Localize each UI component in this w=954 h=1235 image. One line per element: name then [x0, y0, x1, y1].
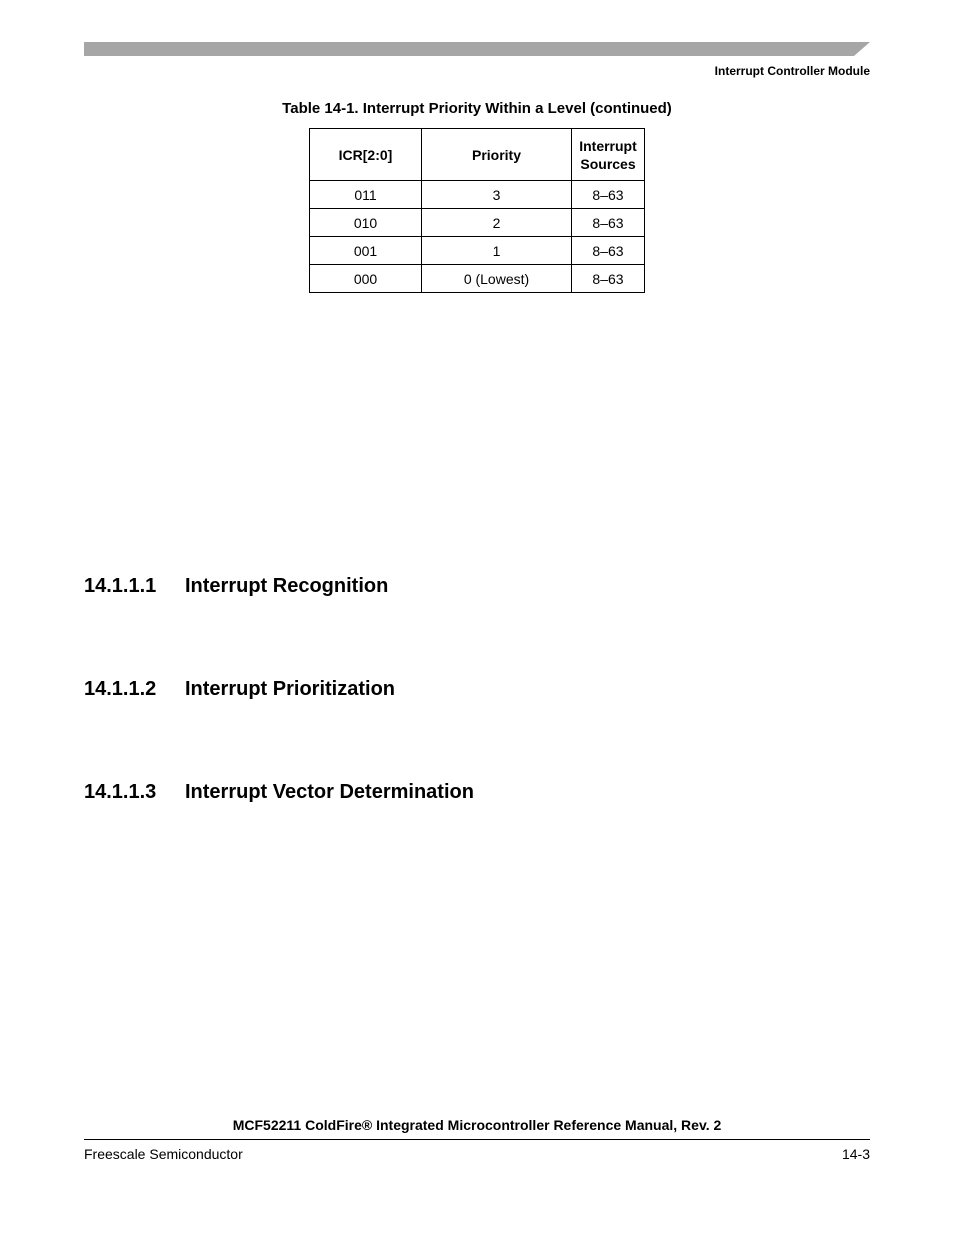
table-cell: 0 (Lowest) — [422, 265, 572, 293]
section-heading-interrupt-prioritization — [84, 678, 395, 701]
table-header-row — [310, 129, 645, 181]
section-title: Interrupt Vector Determination — [185, 781, 474, 803]
table-row — [310, 181, 645, 209]
section-number: 14.1.1.3 — [84, 781, 157, 803]
section-title: Interrupt Prioritization — [185, 678, 395, 700]
section-heading-interrupt-vector-determination — [84, 781, 474, 804]
table-row — [310, 265, 645, 293]
priority-table — [309, 128, 645, 293]
table-cell: 8–63 — [572, 237, 645, 265]
table-cell: 8–63 — [572, 181, 645, 209]
header-bar — [84, 42, 870, 56]
table-row — [310, 237, 645, 265]
table-cell: 000 — [310, 265, 422, 293]
table-cell: 011 — [310, 181, 422, 209]
footer-publisher: Freescale Semiconductor — [84, 1146, 243, 1162]
table-caption: Table 14-1. Interrupt Priority Within a Level (continued) — [282, 100, 672, 117]
section-number: 14.1.1.2 — [84, 678, 157, 700]
column-header-icr: ICR[2:0] — [310, 129, 422, 181]
table-cell: 2 — [422, 209, 572, 237]
footer-divider — [84, 1139, 870, 1140]
section-number: 14.1.1.1 — [84, 575, 157, 597]
footer-manual-title: MCF52211 ColdFire® Integrated Microcontroller Reference Manual, Rev. 2 — [232, 1117, 722, 1133]
column-header-interrupt-sources: Interrupt Sources — [572, 129, 645, 181]
table-cell: 001 — [310, 237, 422, 265]
table-cell: 010 — [310, 209, 422, 237]
column-header-priority: Priority — [422, 129, 572, 181]
section-heading-interrupt-recognition — [84, 575, 388, 598]
running-head: Interrupt Controller Module — [714, 64, 870, 78]
table-cell: 8–63 — [572, 209, 645, 237]
table-cell: 1 — [422, 237, 572, 265]
section-title: Interrupt Recognition — [185, 575, 389, 597]
table-row — [310, 209, 645, 237]
table-cell: 8–63 — [572, 265, 645, 293]
table-cell: 3 — [422, 181, 572, 209]
header-bar-shape — [84, 42, 870, 56]
page-number: 14-3 — [841, 1146, 870, 1162]
